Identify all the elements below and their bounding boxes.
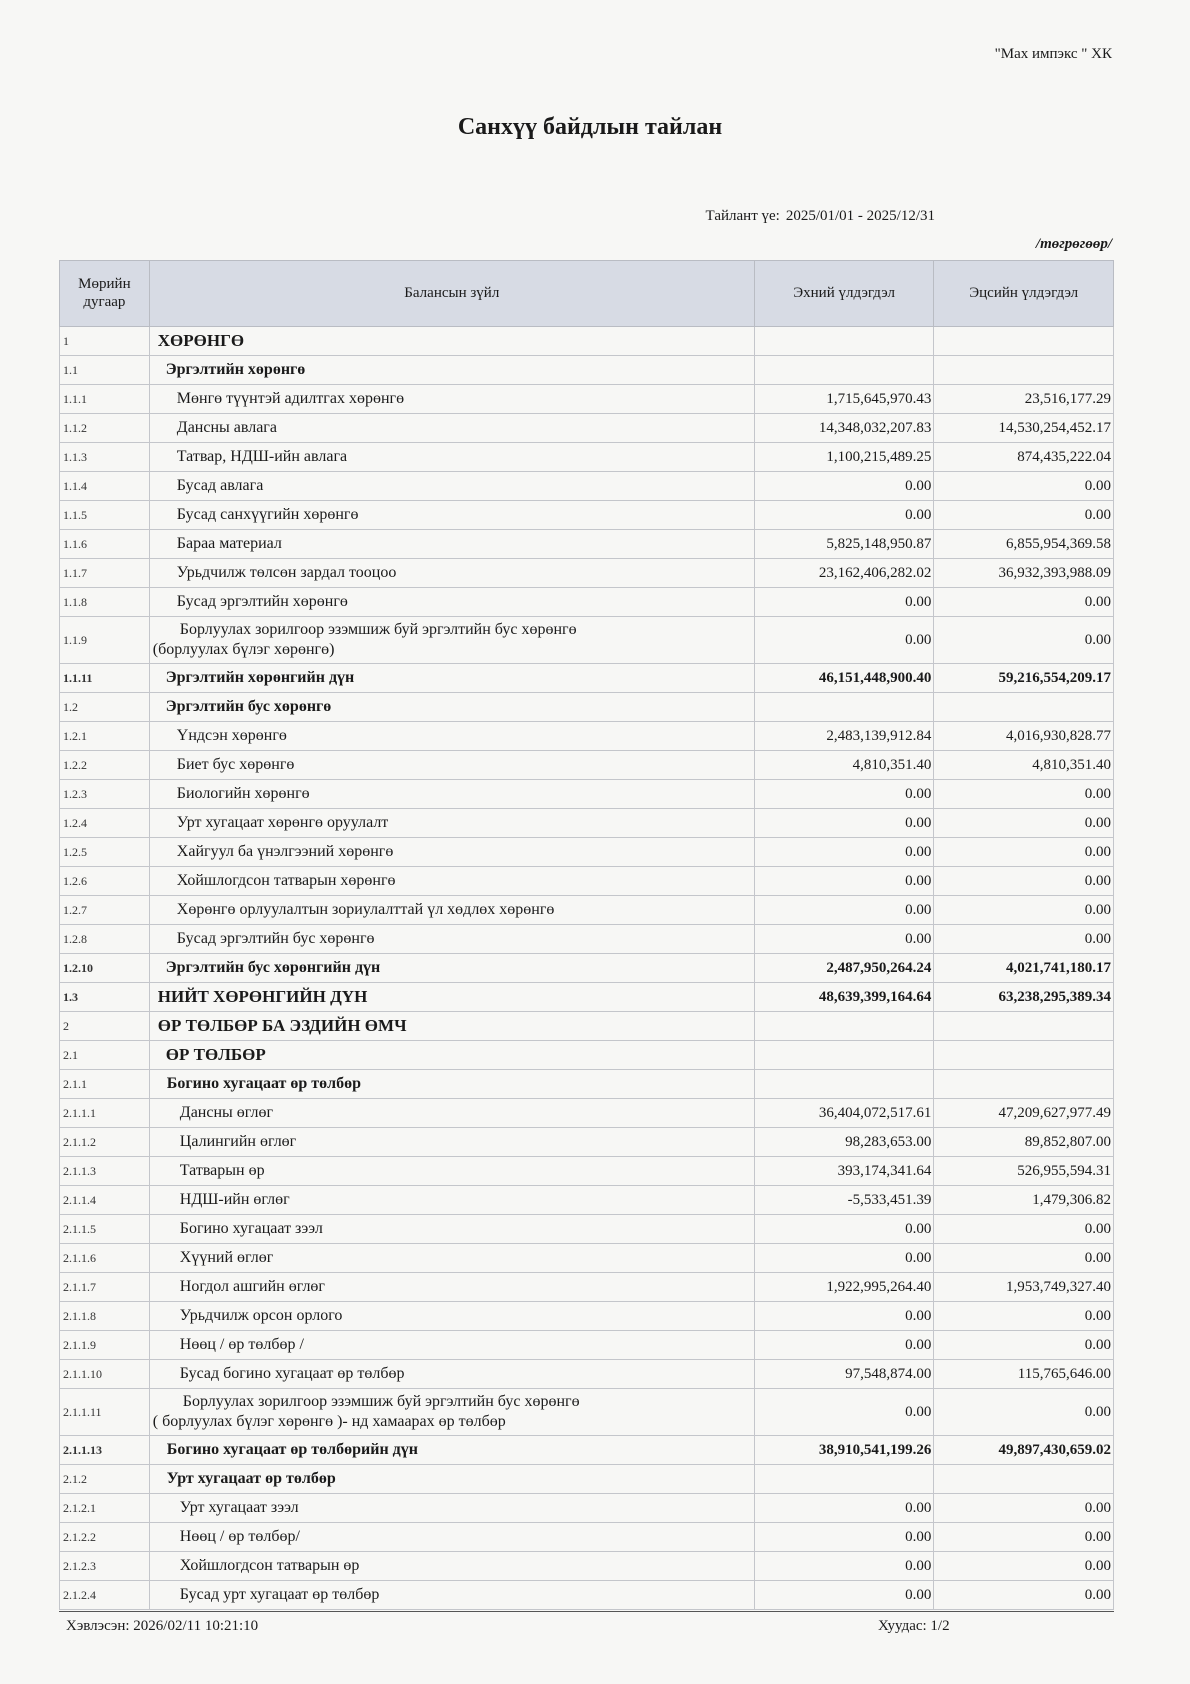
table-row: 1 ХӨРӨНГӨ <box>60 327 1114 356</box>
table-row: 1.1.3 Татвар, НДШ-ийн авлага 1,100,215,489.25 874,435,222.04 <box>60 443 1114 472</box>
company-name: "Мах импэкс " ХК <box>994 46 1112 62</box>
table-row: 2.1.2 Урт хугацаат өр төлбөр <box>60 1465 1114 1494</box>
table-row: 2.1.1.9 Нөөц / өр төлбөр / 0.00 0.00 <box>60 1331 1114 1360</box>
column-header-begin: Эхний үлдэгдэл <box>754 261 934 327</box>
table-row: 1.1.8 Бусад эргэлтийн хөрөнгө 0.00 0.00 <box>60 588 1114 617</box>
currency-unit: /төгрөгөөр/ <box>1035 236 1112 252</box>
table-row: 2.1.1.3 Татварын өр 393,174,341.64 526,955,594.31 <box>60 1157 1114 1186</box>
table-row: 2.1.1.1 Дансны өглөг 36,404,072,517.61 47,209,627,977.49 <box>60 1099 1114 1128</box>
table-row: 1.2.1 Үндсэн хөрөнгө 2,483,139,912.84 4,016,930,828.77 <box>60 722 1114 751</box>
table-row: 1.3 НИЙТ ХӨРӨНГИЙН ДҮН 48,639,399,164.64 63,238,295,389.34 <box>60 983 1114 1012</box>
table-row: 2.1.1 Богино хугацаат өр төлбөр <box>60 1070 1114 1099</box>
table-row: 1.1.1 Мөнгө түүнтэй адилтгах хөрөнгө 1,715,645,970.43 23,516,177.29 <box>60 385 1114 414</box>
table-row: 1.1.6 Бараа материал 5,825,148,950.87 6,855,954,369.58 <box>60 530 1114 559</box>
period-label: Тайлант үе: <box>705 208 780 224</box>
column-header-no: Мөрийн дугаар <box>60 261 150 327</box>
report-title: Санхүү байдлын тайлан <box>457 114 723 140</box>
table-row: 1.2.5 Хайгуул ба үнэлгээний хөрөнгө 0.00 0.00 <box>60 838 1114 867</box>
table-row: 2.1.1.11 Борлуулах зорилгоор эзэмшиж буй эргэлтийн бус хөрөнгө ( борлуулах бүлэг хөрөнгө )- нд хамаарах өр төлбөр 0.00 0.00 <box>60 1389 1114 1436</box>
column-header-end: Эцсийн үлдэгдэл <box>934 261 1114 327</box>
table-row: 2.1.1.13 Богино хугацаат өр төлбөрийн дүн 38,910,541,199.26 49,897,430,659.02 <box>60 1436 1114 1465</box>
table-row: 2.1.2.1 Урт хугацаат зээл 0.00 0.00 <box>60 1494 1114 1523</box>
printed-timestamp: Хэвлэсэн: 2026/02/11 10:21:10 <box>66 1618 259 1634</box>
table-row: 2.1.1.7 Ногдол ашгийн өглөг 1,922,995,264.40 1,953,749,327.40 <box>60 1273 1114 1302</box>
table-row: 2.1.1.10 Бусад богино хугацаат өр төлбөр 97,548,874.00 115,765,646.00 <box>60 1360 1114 1389</box>
table-row: 2.1.2.2 Нөөц / өр төлбөр/ 0.00 0.00 <box>60 1523 1114 1552</box>
footer-divider <box>59 1611 1114 1612</box>
table-row: 1.1.9 Борлуулах зорилгоор эзэмшиж буй эргэлтийн бус хөрөнгө (борлуулах бүлэг хөрөнгө) 0.00 0.00 <box>60 617 1114 664</box>
table-row: 1.1.11 Эргэлтийн хөрөнгийн дүн 46,151,448,900.40 59,216,554,209.17 <box>60 664 1114 693</box>
page-number: Хуудас: 1/2 <box>878 1618 950 1634</box>
table-row: 1.2.4 Урт хугацаат хөрөнгө оруулалт 0.00 0.00 <box>60 809 1114 838</box>
table-row: 1.2.3 Биологийн хөрөнгө 0.00 0.00 <box>60 780 1114 809</box>
table-row: 1.2.8 Бусад эргэлтийн бус хөрөнгө 0.00 0.00 <box>60 925 1114 954</box>
table-row: 1.2 Эргэлтийн бус хөрөнгө <box>60 693 1114 722</box>
balance-sheet-table <box>59 260 1114 1610</box>
table-row: 2.1.1.4 НДШ-ийн өглөг -5,533,451.39 1,479,306.82 <box>60 1186 1114 1215</box>
table-row: 1.1 Эргэлтийн хөрөнгө <box>60 356 1114 385</box>
period-value: 2025/01/01 - 2025/12/31 <box>785 208 935 224</box>
table-row: 2.1.2.4 Бусад урт хугацаат өр төлбөр 0.00 0.00 <box>60 1581 1114 1610</box>
table-row: 2.1 ӨР ТӨЛБӨР <box>60 1041 1114 1070</box>
table-row: 1.2.2 Биет бус хөрөнгө 4,810,351.40 4,810,351.40 <box>60 751 1114 780</box>
column-header-item: Балансын зүйл <box>149 261 754 327</box>
table-row: 1.2.7 Хөрөнгө орлуулалтын зориулалттай үл хөдлөх хөрөнгө 0.00 0.00 <box>60 896 1114 925</box>
table-row: 2.1.1.5 Богино хугацаат зээл 0.00 0.00 <box>60 1215 1114 1244</box>
table-row: 1.1.5 Бусад санхүүгийн хөрөнгө 0.00 0.00 <box>60 501 1114 530</box>
table-row: 1.2.6 Хойшлогдсон татварын хөрөнгө 0.00 0.00 <box>60 867 1114 896</box>
table-row: 2.1.1.8 Урьдчилж орсон орлого 0.00 0.00 <box>60 1302 1114 1331</box>
table-row: 2 ӨР ТӨЛБӨР БА ЭЗДИЙН ӨМЧ <box>60 1012 1114 1041</box>
table-row: 1.1.7 Урьдчилж төлсөн зардал тооцоо 23,162,406,282.02 36,932,393,988.09 <box>60 559 1114 588</box>
table-row: 1.2.10 Эргэлтийн бус хөрөнгийн дүн 2,487,950,264.24 4,021,741,180.17 <box>60 954 1114 983</box>
table-header-row <box>60 261 1114 327</box>
table-row: 2.1.1.2 Цалингийн өглөг 98,283,653.00 89,852,807.00 <box>60 1128 1114 1157</box>
table-row: 1.1.4 Бусад авлага 0.00 0.00 <box>60 472 1114 501</box>
table-row: 2.1.1.6 Хүүний өглөг 0.00 0.00 <box>60 1244 1114 1273</box>
table-row: 1.1.2 Дансны авлага 14,348,032,207.83 14,530,254,452.17 <box>60 414 1114 443</box>
report-period <box>706 208 935 225</box>
table-row: 2.1.2.3 Хойшлогдсон татварын өр 0.00 0.00 <box>60 1552 1114 1581</box>
